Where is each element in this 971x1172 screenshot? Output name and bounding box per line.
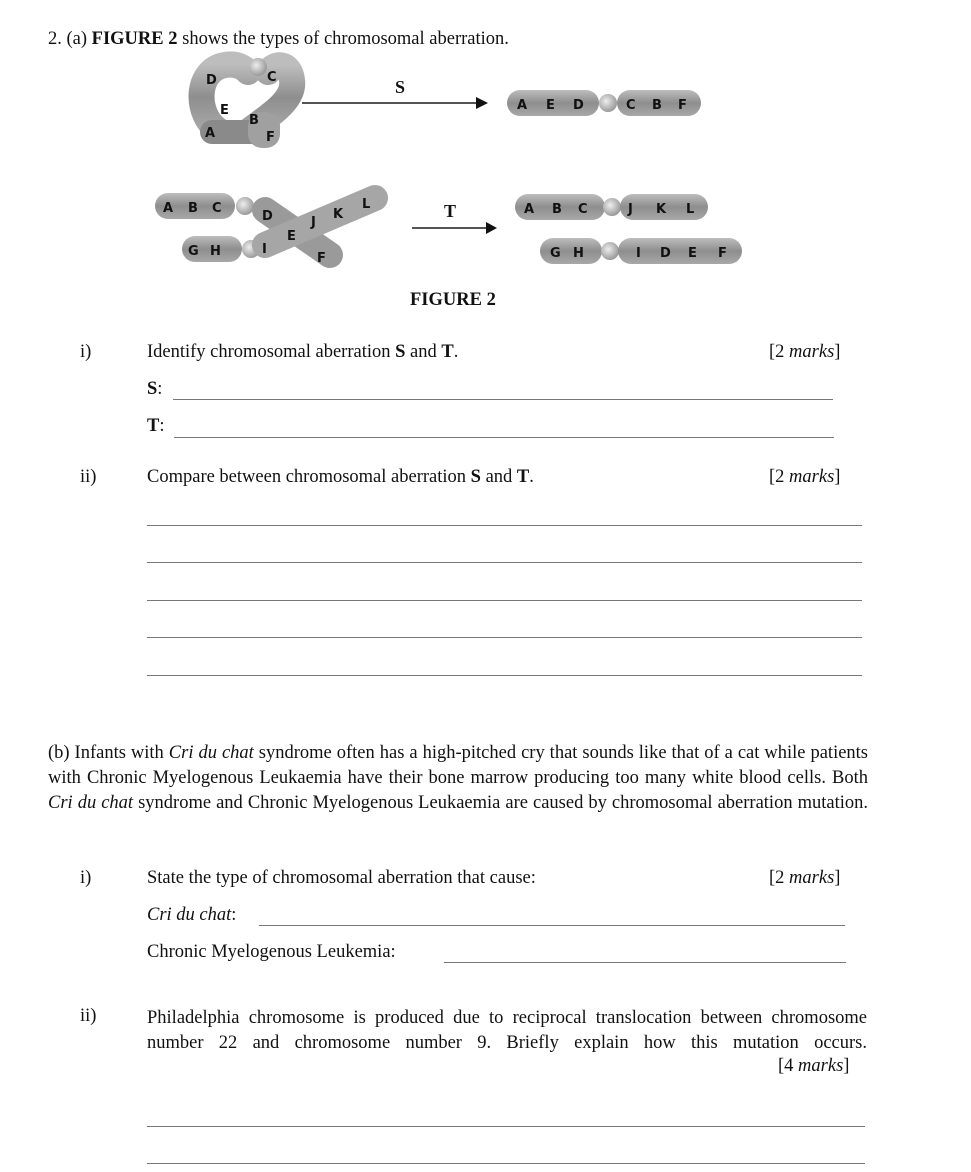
- part-a-ii-question: Compare between chromosomal aberration S and T.: [147, 467, 534, 487]
- gene-label: B: [249, 113, 259, 128]
- gene-label: D: [573, 98, 584, 113]
- s-arrow: [302, 77, 488, 109]
- part-b-paragraph: (b) Infants with Cri du chat syndrome often has a high-pitched cry that sounds like that of a cat while patients with Chronic Myelogenous Leukaemia have their bone marrow producing too many white blood cells. Both Cri du chat syndrome and Chronic Myelogenous Leukaemia are caused by chromosomal aberration mutation.: [48, 743, 869, 813]
- gene-label: D: [262, 209, 273, 224]
- gene-label: C: [626, 98, 636, 113]
- gene-label: C: [267, 70, 277, 85]
- t-arrow-label: T: [444, 201, 457, 221]
- gene-label: D: [206, 73, 217, 88]
- cml-answer-line[interactable]: [444, 962, 846, 963]
- part-b-i-number: i): [80, 868, 92, 888]
- answer-t-line[interactable]: [174, 437, 834, 438]
- gene-label: F: [317, 251, 326, 266]
- t-before-chromosomes: [155, 193, 375, 266]
- gene-label: A: [517, 98, 528, 113]
- gene-label: G: [550, 246, 561, 261]
- gene-label: I: [262, 242, 267, 257]
- cri-du-chat-label: Cri du chat:: [147, 905, 237, 925]
- figure-reference: FIGURE 2: [91, 29, 178, 49]
- figure-2-diagram: [0, 0, 971, 300]
- gene-label: A: [524, 202, 535, 217]
- answer-t-label: T:: [147, 416, 165, 436]
- answer-line[interactable]: [147, 525, 862, 526]
- gene-label: K: [333, 207, 344, 222]
- answer-line[interactable]: [147, 562, 862, 563]
- gene-label: B: [652, 98, 662, 113]
- gene-label: C: [578, 202, 588, 217]
- answer-s-label: S:: [147, 379, 163, 399]
- answer-s-line[interactable]: [173, 399, 833, 400]
- gene-label: A: [205, 126, 216, 141]
- gene-label: K: [656, 202, 667, 217]
- gene-label: A: [163, 201, 174, 216]
- gene-label: J: [311, 215, 316, 230]
- gene-label: F: [266, 130, 275, 145]
- gene-label: B: [552, 202, 562, 217]
- question-number: 2.: [48, 29, 62, 49]
- answer-line[interactable]: [147, 1126, 865, 1127]
- part-b-ii-question: Philadelphia chromosome is produced due to reciprocal translocation between chromosome number 22 and chromosome number 9. Briefly explain how this mutation occurs.: [147, 1008, 867, 1053]
- gene-label: I: [636, 246, 641, 261]
- gene-label: G: [188, 244, 199, 259]
- answer-line[interactable]: [147, 675, 862, 676]
- part-a-i-marks: [2 marks]: [769, 342, 841, 362]
- gene-label: C: [212, 201, 222, 216]
- t-after-chromosomes: [515, 194, 742, 264]
- figure-caption: FIGURE 2: [410, 290, 496, 310]
- part-a-i-number: i): [80, 342, 92, 362]
- cml-label: Chronic Myelogenous Leukemia:: [147, 942, 396, 962]
- gene-label: E: [546, 98, 555, 113]
- gene-label: F: [718, 246, 727, 261]
- gene-label: L: [362, 197, 371, 212]
- part-a-ii-marks: [2 marks]: [769, 467, 841, 487]
- gene-label: H: [573, 246, 584, 261]
- gene-label: L: [686, 202, 695, 217]
- intro-text: shows the types of chromosomal aberration.: [182, 29, 509, 49]
- part-b-ii-marks: [4 marks]: [778, 1056, 850, 1076]
- t-arrow: [412, 201, 497, 234]
- answer-line[interactable]: [147, 600, 862, 601]
- gene-label: D: [660, 246, 671, 261]
- gene-label: E: [287, 229, 296, 244]
- gene-label: E: [220, 103, 229, 118]
- gene-label: B: [188, 201, 198, 216]
- part-b-i-question: State the type of chromosomal aberration that cause:: [147, 868, 536, 888]
- s-before-chromosome: [200, 58, 292, 148]
- cri-du-chat-answer-line[interactable]: [259, 925, 845, 926]
- s-arrow-label: S: [395, 77, 406, 97]
- part-b-ii-number: ii): [80, 1006, 97, 1026]
- answer-line[interactable]: [147, 1163, 865, 1164]
- gene-label: J: [628, 202, 633, 217]
- s-after-chromosome: [507, 90, 701, 116]
- part-b-i-marks: [2 marks]: [769, 868, 841, 888]
- part-a-i-question: Identify chromosomal aberration S and T.: [147, 342, 459, 362]
- gene-label: F: [678, 98, 687, 113]
- part-a-label: (a): [66, 29, 88, 49]
- gene-label: H: [210, 244, 221, 259]
- answer-line[interactable]: [147, 637, 862, 638]
- gene-label: E: [688, 246, 697, 261]
- part-a-ii-number: ii): [80, 467, 97, 487]
